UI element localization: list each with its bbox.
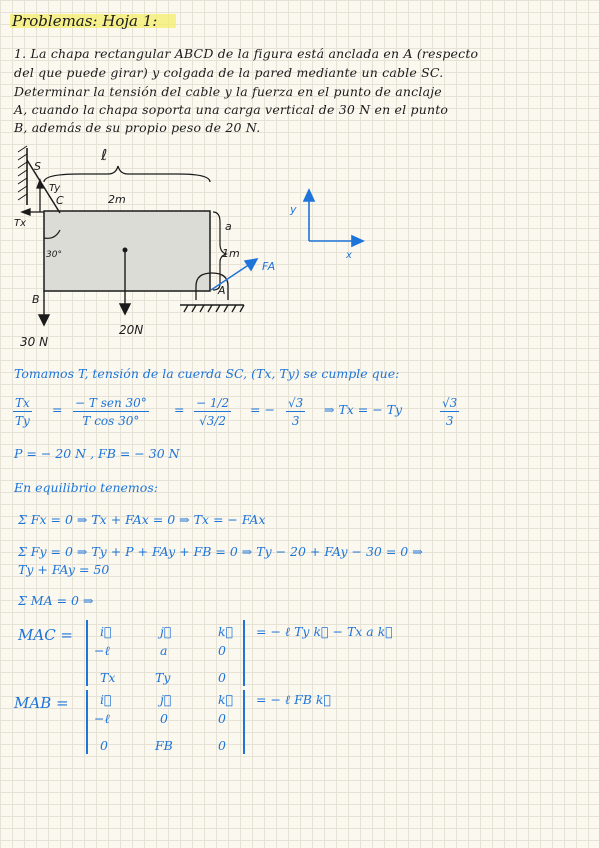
sum-fy-line1: Σ Fy = 0 ⇒ Ty + P + FAy + FB = 0 ⇒ Ty − 20 + FAy − 30 = 0 ⇒ (18, 544, 423, 559)
mab-right-bar (243, 690, 245, 754)
mab-result: = − ℓ FB k⃗ (256, 692, 331, 707)
weights-line: P = − 20 N , FB = − 30 N (14, 446, 180, 461)
matrix-cell: Ty (155, 670, 171, 685)
axis-y-label: y (290, 203, 297, 216)
label-c: C (56, 194, 64, 207)
matrix-cell: Tx (100, 670, 116, 685)
reaction-arrow-fa (211, 259, 257, 290)
tension-component-arrows (22, 180, 44, 215)
matrix-cell: 0 (100, 738, 108, 753)
fraction-denominator: 3 (445, 414, 454, 428)
label-tx: Tx (14, 218, 27, 229)
label-ty: Ty (49, 183, 61, 194)
matrix-cell: FB (155, 738, 173, 753)
load-arrow-b (39, 291, 49, 325)
matrix-cell: j⃗ (160, 624, 172, 639)
label-20n: 20N (119, 323, 144, 337)
fraction-numerator: Tx (15, 396, 30, 410)
fraction-numerator: √3 (288, 396, 304, 410)
problem-line: del que puede girar) y colgada de la pared mediante un cable SC. (14, 65, 444, 80)
mab-label: MAB = (14, 694, 69, 712)
ratio-half-root (194, 396, 231, 428)
label-1m: 1m (222, 247, 240, 260)
matrix-cell: 0 (218, 643, 226, 658)
fraction-numerator: − 1/2 (196, 396, 230, 410)
label-l: ℓ (101, 146, 108, 164)
mac-label: MAC = (18, 626, 74, 644)
label-a: A (218, 284, 226, 297)
matrix-cell: i⃗ (100, 692, 112, 707)
mac-left-bar (86, 620, 88, 686)
equals-sign: = (174, 402, 185, 417)
axis-x-label: x (346, 250, 352, 261)
matrix-cell: −ℓ (94, 643, 110, 658)
label-s: S (34, 160, 41, 173)
sum-fy-line2: Ty + FAy = 50 (18, 562, 110, 577)
matrix-cell: 0 (218, 711, 226, 726)
fraction-numerator: √3 (442, 396, 458, 410)
wall-hatching (18, 146, 27, 205)
fraction-denominator: 3 (291, 414, 300, 428)
mac-result: = − ℓ Ty k⃗ − Tx a k⃗ (256, 624, 393, 639)
sum-ma: Σ MA = 0 ⇒ (18, 593, 94, 608)
matrix-cell: k⃗ (218, 624, 234, 639)
label-30deg: 30° (46, 250, 62, 260)
matrix-cell: i⃗ (100, 624, 112, 639)
equals-minus: = − (250, 402, 275, 417)
mab-left-bar (86, 690, 88, 754)
label-b: B (32, 293, 40, 306)
matrix-cell: k⃗ (218, 692, 234, 707)
matrix-cell: 0 (218, 670, 226, 685)
equilibrium-intro: En equilibrio tenemos: (14, 480, 158, 495)
ratio-txty (13, 396, 32, 428)
label-2m: 2m (108, 193, 126, 206)
problem-line: 1. La chapa rectangular ABCD de la figura está anclada en A (respecto (14, 46, 479, 61)
problem-line: Determinar la tensión del cable y la fuerza en el punto de anclaje (14, 84, 442, 99)
problem-line: B, además de su propio peso de 20 N. (14, 120, 261, 135)
equals-sign: = (52, 402, 63, 417)
ratio-root3-3 (286, 396, 305, 428)
fraction-denominator: T cos 30° (82, 414, 140, 428)
span-brace (44, 166, 210, 182)
matrix-cell: a (160, 643, 168, 658)
matrix-cell: j⃗ (160, 692, 172, 707)
fraction-numerator: − T sen 30° (75, 396, 147, 410)
coordinate-axes (304, 190, 363, 246)
mac-right-bar (243, 620, 245, 686)
label-a-side: a (225, 220, 232, 233)
ratio-sin-cos (73, 396, 149, 428)
ratio-root3-3-final (440, 396, 459, 428)
sum-fx: Σ Fx = 0 ⇒ Tx + FAx = 0 ⇒ Tx = − FAx (18, 512, 266, 527)
solution-intro: Tomamos T, tensión de la cuerda SC, (Tx, Ty) se cumple que: (14, 366, 400, 381)
label-fa: FA (262, 260, 276, 273)
fraction-denominator: √3/2 (199, 414, 227, 428)
plate-figure (0, 140, 420, 355)
label-30n: 30 N (20, 335, 49, 349)
matrix-cell: −ℓ (94, 711, 110, 726)
fraction-denominator: Ty (14, 414, 30, 428)
matrix-cell: 0 (160, 711, 168, 726)
tx-in-terms-of-ty: ⇒ Tx = − Ty (324, 402, 403, 417)
matrix-cell: 0 (218, 738, 226, 753)
problem-line: A, cuando la chapa soporta una carga vertical de 30 N en el punto (14, 102, 449, 117)
page-title: Problemas: Hoja 1: (12, 12, 158, 30)
